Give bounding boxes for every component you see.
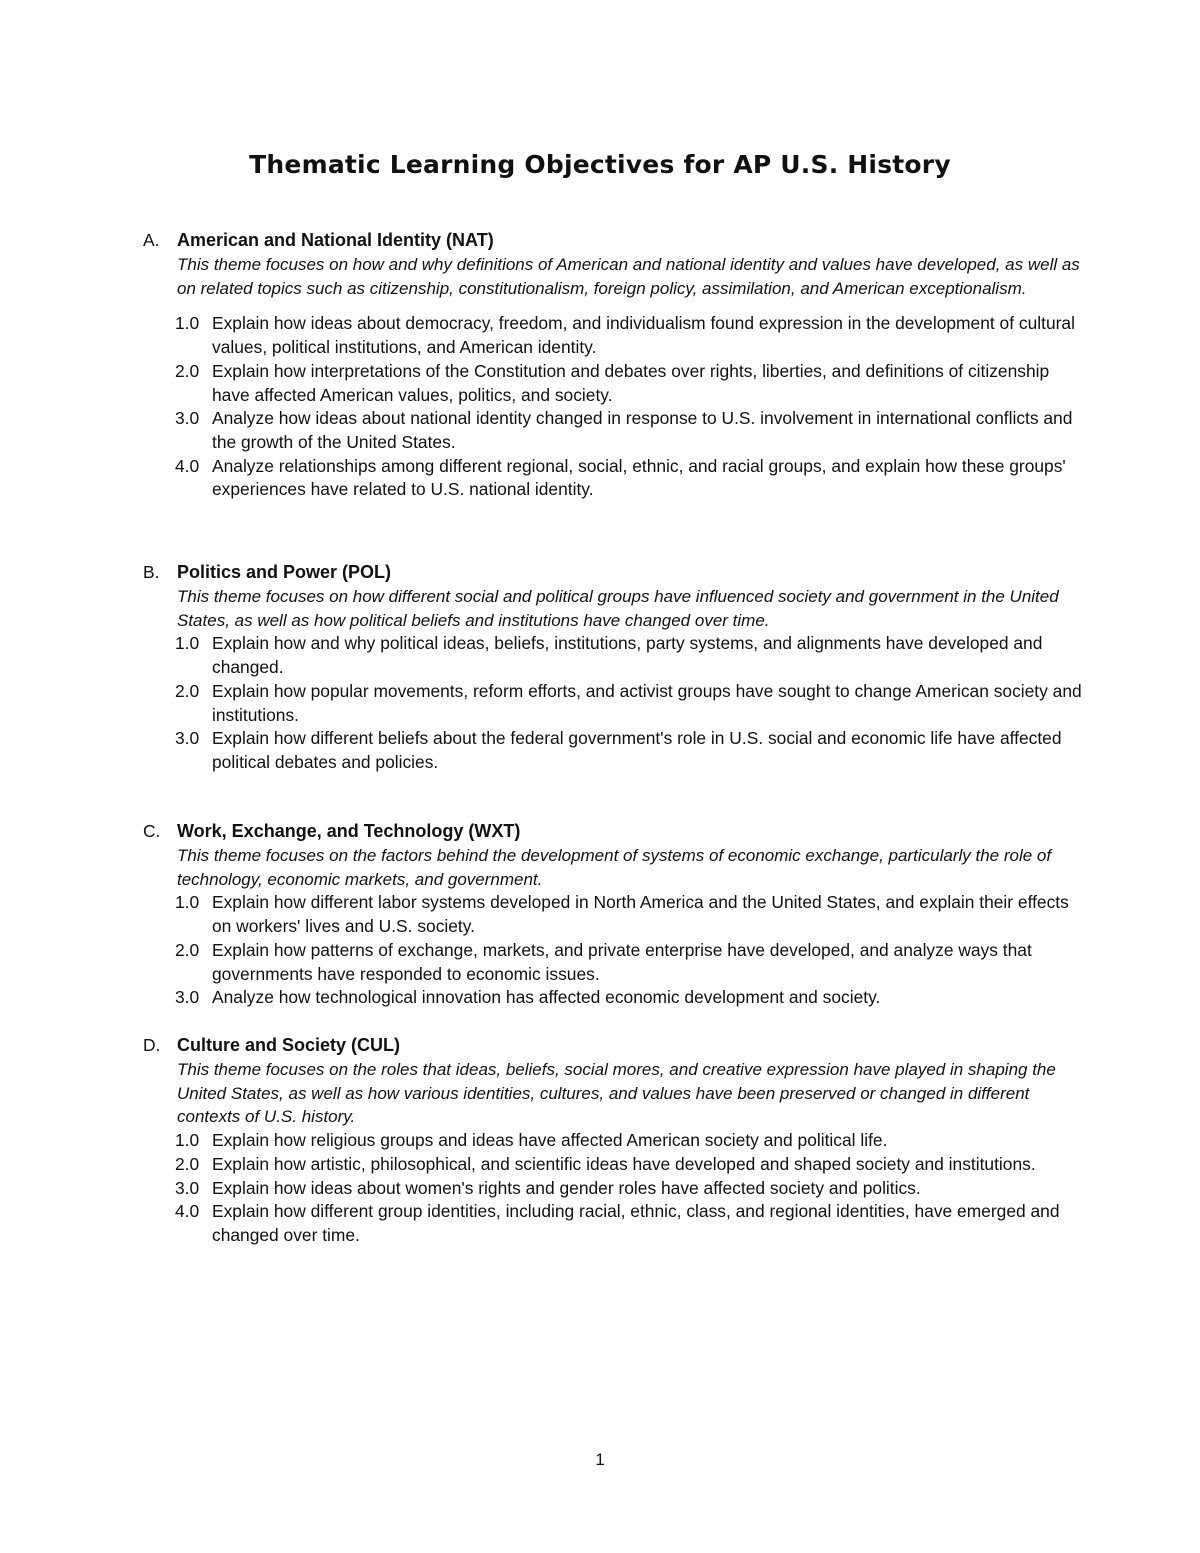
section-description: This theme focuses on the roles that ideas, beliefs, social mores, and creative expression have played in shaping the United States, as well as how various identities, cultures, and values have been preserved or changed in different contexts of U.S. history. [177, 1060, 1056, 1127]
objectives-list [143, 1129, 1083, 1248]
objective-item [143, 360, 1083, 407]
objective-number: 2.0 [175, 1153, 200, 1174]
objective-text: Explain how different group identities, including racial, ethnic, class, and regional identities, have emerged and changed over time. [212, 1201, 1060, 1245]
objectives-list [143, 632, 1083, 774]
section-letter: D. [143, 1035, 161, 1055]
page-number: 1 [595, 1450, 605, 1469]
objective-text: Explain how patterns of exchange, markets, and private enterprise have developed, and analyze ways that governments have responded to economic issues. [212, 939, 1032, 984]
objectives-list [143, 891, 1083, 1010]
objective-number: 1.0 [175, 1130, 200, 1151]
objective-text: Explain how different beliefs about the federal government's role in U.S. social and economic life have affected political debates and policies. [212, 728, 1062, 772]
objective-item [143, 632, 1083, 679]
objective-number: 2.0 [175, 680, 200, 701]
section-heading-row [143, 1034, 1083, 1058]
objective-text: Explain how interpretations of the Constitution and debates over rights, liberties, and definitions of citizenship have affected American values, politics, and society. [212, 360, 1050, 405]
section-title: Culture and Society (CUL) [177, 1035, 401, 1055]
objective-text: Analyze how technological innovation has affected economic development and society. [212, 987, 881, 1008]
objective-text: Explain how ideas about women's rights and gender roles have affected society and politics. [212, 1177, 921, 1198]
objective-number: 1.0 [175, 892, 200, 913]
objective-number: 1.0 [175, 633, 200, 654]
objective-number: 4.0 [175, 1201, 200, 1222]
objectives-list [143, 312, 1083, 502]
objective-text: Explain how artistic, philosophical, and scientific ideas have developed and shaped society and institutions. [212, 1153, 1036, 1174]
objective-item [143, 1129, 1083, 1153]
objective-item [143, 680, 1083, 727]
section-letter: B. [143, 562, 160, 582]
objective-text: Explain how popular movements, reform efforts, and activist groups have sought to change American society and institutions. [212, 680, 1082, 725]
objective-item [143, 1177, 1083, 1201]
objective-item [143, 1200, 1083, 1247]
objective-number: 3.0 [175, 728, 200, 749]
objective-number: 3.0 [175, 1177, 200, 1198]
objective-item [143, 727, 1083, 774]
objective-text: Explain how religious groups and ideas have affected American society and political life. [212, 1130, 888, 1151]
objective-number: 1.0 [175, 313, 200, 334]
objective-text: Explain how different labor systems developed in North America and the United States, and explain their effects on workers' lives and U.S. society. [212, 892, 1069, 937]
objective-item [143, 939, 1083, 986]
section-pol [143, 561, 1083, 775]
section-cul [143, 1034, 1083, 1248]
objective-text: Explain how and why political ideas, beliefs, institutions, party systems, and alignments have developed and changed. [212, 633, 1043, 678]
section-heading-row [143, 561, 1083, 585]
section-description: This theme focuses on how and why definitions of American and national identity and values have developed, as well as on related topics such as citizenship, constitutionalism, foreign policy, assimilation, and American exceptionalism. [177, 255, 1080, 298]
section-wxt [143, 820, 1083, 1010]
section-title: Work, Exchange, and Technology (WXT) [177, 821, 521, 841]
objective-item [143, 891, 1083, 938]
objective-number: 2.0 [175, 360, 200, 381]
page-title: Thematic Learning Objectives for AP U.S. History [249, 150, 951, 179]
section-title: Politics and Power (POL) [177, 562, 392, 582]
objective-text: Analyze relationships among different regional, social, ethnic, and racial groups, and explain how these groups' experiences have related to U.S. national identity. [212, 455, 1066, 500]
section-heading-row [143, 820, 1083, 844]
section-heading-row [143, 229, 1083, 253]
section-title: American and National Identity (NAT) [177, 230, 494, 250]
section-nat [143, 229, 1083, 502]
section-description: This theme focuses on how different social and political groups have influenced society and government in the United States, as well as how political beliefs and institutions have changed over time. [177, 587, 1059, 630]
section-letter: A. [143, 230, 160, 250]
section-description: This theme focuses on the factors behind the development of systems of economic exchange, particularly the role of technology, economic markets, and government. [177, 846, 1052, 889]
objective-number: 3.0 [175, 408, 200, 429]
objective-text: Explain how ideas about democracy, freedom, and individualism found expression in the development of cultural values, political institutions, and American identity. [212, 313, 1075, 358]
objective-item [143, 407, 1083, 454]
objective-item [143, 455, 1083, 502]
objective-number: 4.0 [175, 455, 200, 476]
objective-item [143, 312, 1083, 359]
objective-item [143, 986, 1083, 1010]
section-letter: C. [143, 821, 161, 841]
objective-text: Analyze how ideas about national identity changed in response to U.S. involvement in international conflicts and the growth of the United States. [212, 408, 1073, 452]
objective-item [143, 1153, 1083, 1177]
objective-number: 3.0 [175, 987, 200, 1008]
objective-number: 2.0 [175, 939, 200, 960]
